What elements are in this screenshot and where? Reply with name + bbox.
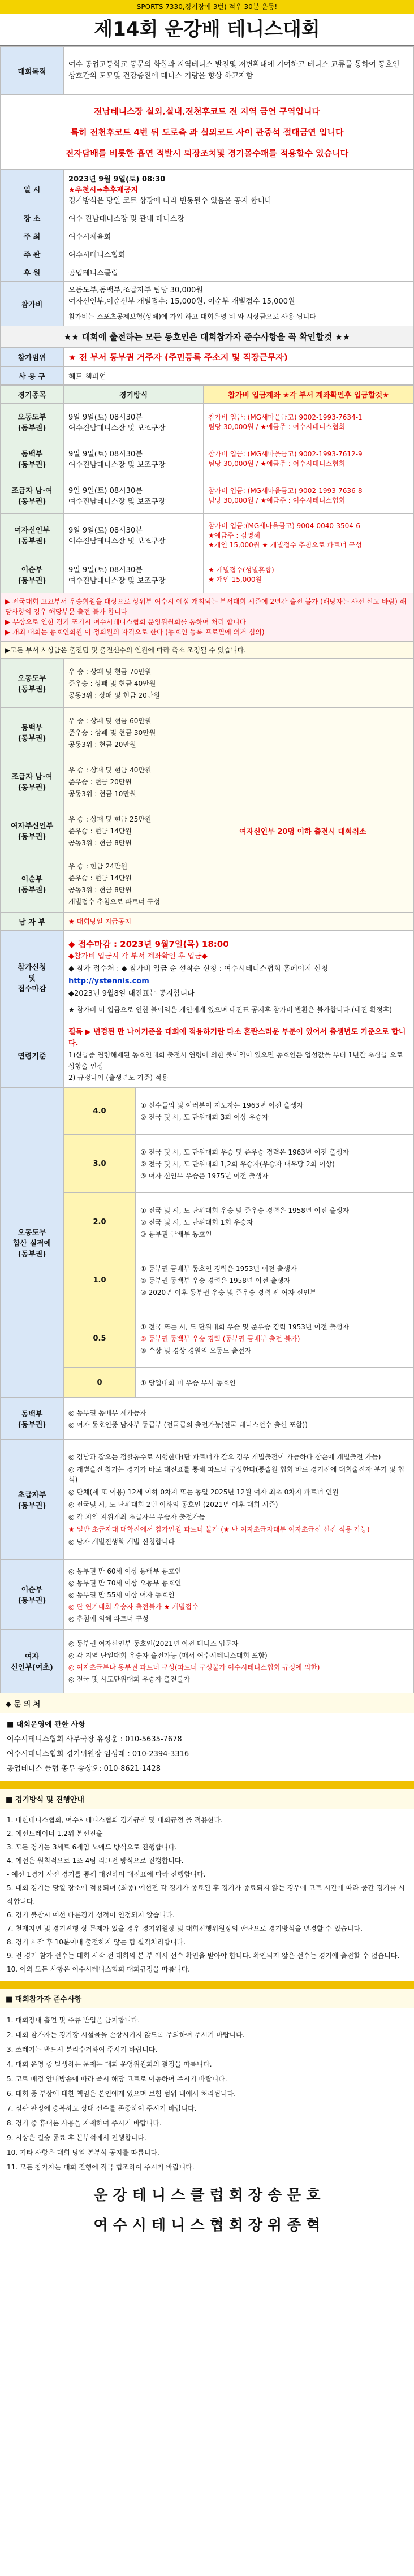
age-label: 연령기준	[1, 1023, 64, 1087]
grade-lines-3	[136, 1251, 414, 1309]
divider-strip	[0, 1781, 414, 1789]
prize-2-line-2: 공동3위 : 현금 10만원	[68, 789, 136, 798]
women-line-0: ◎ 동부권 여자신인부 동호인(2021년 이전 테니스 입문자	[68, 1640, 239, 1648]
novice-label: 초급자부 (동부권)	[1, 1440, 64, 1560]
prize-3-line-1: 준우승 : 현금 14만원	[68, 827, 132, 835]
grade-2-line-0: ① 전국 및 시, 도 단위대회 우승 및 준우승 경력은 1958년 이전 출생자	[140, 1206, 350, 1214]
date-note: 경기방식은 당일 코트 상황에 따라 변동될수 있음을 공지 합니다	[68, 197, 272, 205]
no-smoking-1: 전남테니스장 실외,실내,전천후코트 전 지역 금연 구역입니다	[94, 106, 320, 116]
comply-2: 3. 쓰레기는 반드시 분리수거하여 주시기 바랍니다.	[7, 2046, 158, 2054]
comply-5: 6. 대회 중 부상에 대한 책임은 본인에게 있으며 보험 범위 내에서 처리됩니다.	[7, 2090, 236, 2098]
entry-name-1: 동백부 (동부권)	[1, 440, 64, 477]
rule-9: 9. 전 경기 참가 선수는 대회 시작 전 대회의 본 부 에서 선수 확인을 받아야 합니다. 확인되지 않은 선수는 경기에 출전할 수 없습니다.	[7, 1952, 400, 1960]
grade-1-line-2: ③ 여자 신인부 우승은 1975년 이전 출생자	[140, 1172, 269, 1180]
purpose-label: 대회목적	[1, 47, 64, 95]
prize-4-line-3: 개별접수 추첨으로 파트너 구성	[68, 898, 161, 906]
age-line-0: 필독 ▶ 변경된 만 나이기준을 대회에 적용하기란 다소 혼란스러운 부분이 있어서 출생년도 기준으로 합니다.	[68, 1028, 406, 1048]
entry-method-1: 9일 9일(토) 08시30분 여수진남테니스장 및 보조구장	[64, 440, 204, 477]
prize-4-line-2: 공동3위 : 현금 8만원	[68, 886, 132, 894]
grade-level-4: 0.5	[64, 1309, 136, 1368]
grade-0-line-1: ② 전국 및 시, 도 단위대회 3회 이상 우승자	[140, 1113, 269, 1121]
apply-line-1: ◆ 참가 접수처 : ◆ 참가비 입금 순 선착순 신청 : 여수시테니스협회 홈페이지 신청	[68, 965, 329, 973]
yisoon-line-1: ◎ 동부권 만 70세 이상 오동부 동호인	[68, 1579, 182, 1587]
prize-3-line-0: 우 승 : 상패 및 현금 25만원	[68, 815, 152, 823]
host-label: 주 최	[1, 227, 64, 245]
rule-4: - 예선 1경기 사전 경기를 통해 대진하며 대진표에 따라 진행합니다.	[7, 1870, 206, 1878]
apply-deadline: ◆ 접수마감 : 2023년 9월7일(목) 18:00	[68, 939, 229, 949]
age-block	[64, 1023, 414, 1087]
entries-note-3: ▶ 개최 대회는 동호인회원 이 정회원의 자격으로 한다 (동호인 등록 프로필에 의거 심의)	[5, 628, 265, 636]
novice-block	[64, 1440, 414, 1560]
grade-level-3: 1.0	[64, 1251, 136, 1309]
prize-lines-5	[64, 913, 414, 931]
grade-4-line-0: ① 전국 또는 시, 도 단위대회 우승 및 준우승 경력 1953년 이전 출생자	[140, 1322, 350, 1331]
entry-method-3: 9일 9일(토) 08시30분 여수진남테니스장 및 보조구장	[64, 514, 204, 556]
prize-2-line-0: 우 승 : 상패 및 현금 40만원	[68, 766, 152, 774]
entry-name-0: 오동도부 (동부권)	[1, 404, 64, 440]
entry-name-3: 여자신인부 (동부권)	[1, 514, 64, 556]
info-table	[0, 46, 414, 385]
purpose-text: 여수 공업고등학교 동문의 화합과 지역테니스 발전및 저변확대에 기여하고 테니스 교류를 통하여 동호인 상호간의 도모및 건강증진에 테니스 기량을 향상 하고자함	[64, 47, 414, 95]
grade-4-line-2: ③ 수상 및 경상 경원의 오동도 출전자	[140, 1346, 251, 1355]
prize-1-line-0: 우 승 : 상패 및 현금 60만원	[68, 716, 152, 725]
grade-3-line-1: ② 동부권 동백부 우승 경력은 1958년 이전 출생자	[140, 1276, 291, 1285]
grade-level-0: 4.0	[64, 1088, 136, 1135]
prize-5-line-0: ★ 대회당일 지급공지	[68, 918, 132, 926]
grade-3-line-0: ① 동부권 금배부 동호인 경력은 1953년 이전 출생자	[140, 1264, 297, 1273]
entry-fee-1: 참가비 입금: (MG새마을금고) 9002-1993-7612-9 팀당 30,000원 / ★예금주 : 여수시테니스협회	[204, 440, 414, 477]
novice-line-2: ◎ 단체(세 또 이용) 12세 이하 0차지 또는 동일 2025년 12월 여자 최초 0차지 파트너 인원	[68, 1488, 339, 1496]
date-main: 2023년 9월 9일(토) 08:30	[68, 175, 166, 184]
grade-lines-5	[136, 1368, 414, 1398]
organizer-value: 여수시테니스협회	[64, 245, 414, 263]
apply-block	[64, 931, 414, 1023]
grade-label: 오동도부 합산 실격에 (동부권)	[1, 1088, 64, 1398]
ball-value: 헤드 챔피언	[64, 367, 414, 385]
fee-note: 참가비는 스포츠공제보험(상해)에 가입 하고 대회운영 비 와 시상금으로 사용 됩니다	[68, 313, 316, 321]
division-table	[0, 1398, 414, 1693]
women-line-1: ◎ 각 지역 단일대회 우승자 출전가능 (매서 여수시테니스대회 포함)	[68, 1652, 268, 1659]
grade-lines-1	[136, 1135, 414, 1193]
prize-name-2: 조급자 남·여 (동부권)	[1, 757, 64, 806]
comply-8: 9. 시상은 결승 종료 후 본부석에서 진행합니다.	[7, 2134, 146, 2142]
apply-table	[0, 931, 414, 1087]
sponsor-strip	[0, 0, 414, 14]
grade-lines-4	[136, 1309, 414, 1368]
prize-intro: ▶모든 부서 시상금은 출전팀 및 출전선수의 인원에 따라 축소 조정될 수 있습니다.	[1, 642, 414, 659]
prize-lines-2	[64, 757, 414, 806]
grade-1-line-0: ① 전국 및 시, 도 단위대회 우승 및 준우승 경력은 1963년 이전 출생자	[140, 1148, 350, 1156]
camellia-line-0: ◎ 동부권 동배부 제가능자	[68, 1409, 146, 1417]
comply-9: 10. 기타 사항은 대회 당일 본부석 공지를 따릅니다.	[7, 2149, 159, 2156]
prize-lines-1	[64, 708, 414, 757]
rule-8: 8. 경기 시작 후 10분이내 출전하지 않는 팀 실격처리합니다.	[7, 1938, 186, 1946]
entry-table	[0, 385, 414, 641]
contact-line-2: 공업테니스 클럽 총무 송상오: 010-8621-1428	[7, 1765, 161, 1773]
grade-level-1: 3.0	[64, 1135, 136, 1193]
age-line-2: 2) 규정나이 (출생년도 기준) 적용	[68, 1074, 169, 1082]
comply-10: 11. 모든 참가자는 대회 진행에 적극 협조하여 주시기 바랍니다.	[7, 2163, 195, 2171]
prize-name-4: 이순부 (동부권)	[1, 855, 64, 913]
yisoon-line-0: ◎ 동부권 만 60세 이상 동배부 동호인	[68, 1567, 182, 1575]
entry-method-4: 9일 9일(토) 08시30분 여수진남테니스장 및 보조구장	[64, 556, 204, 593]
host-value: 여수시체육회	[64, 227, 414, 245]
entries-note	[1, 593, 414, 641]
rule-10: 10. 이외 모든 사항은 여수시테니스협회 대회규정을 따릅니다.	[7, 1965, 190, 1973]
prize-0-line-2: 공동3위 : 상패 및 현금 20만원	[68, 691, 160, 699]
rules-block	[0, 1809, 414, 1981]
rules-banner: ★★ 대회에 출전하는 모든 동호인은 대회참가자 준수사항을 꼭 확인할것 ★★	[1, 326, 414, 348]
entry-fee-4: ★ 개별접수(성별혼합) ★ 개인 15,000원	[204, 556, 414, 593]
prize-table	[0, 641, 414, 931]
prize-name-5: 남 자 부	[1, 913, 64, 931]
rule-1: 2. 예선트레이너 1,2위 본선진출	[7, 1830, 103, 1838]
entry-fee-2: 참가비 입금: (MG새마을금고) 9002-1993-7636-8 팀당 30,000원 / ★예금주 : 여수시테니스협회	[204, 477, 414, 514]
footer-line-1: 운 강 테 니 스 클 럽 회 장 송 문 호	[93, 2187, 321, 2204]
organizer-label: 주 관	[1, 245, 64, 263]
comply-4: 5. 코트 배정 안내방송에 따라 즉시 해당 코트로 이동하여 주시기 바랍니다.	[7, 2075, 227, 2083]
novice-line-6: ◎ 남자 개별진행할 개별 신청합니다	[68, 1538, 175, 1546]
entry-header-fee: 참가비 입금계좌 ★각 부서 계좌확인후 입금할것★	[204, 386, 414, 404]
grade-level-2: 2.0	[64, 1193, 136, 1251]
rule-0: 1. 대한테니스협회, 여수시테니스협회 경기규칙 및 대회규정 을 적용한다.	[7, 1816, 223, 1824]
novice-line-4: ◎ 각 지역 지위개최 초급자부 우승자 출전가능	[68, 1513, 206, 1521]
women-line-2: ◎ 여자초급부나 동부권 파트너 구성(파트너 구성불가 여수시테니스협회 규정에 의한)	[68, 1663, 320, 1671]
grade-lines-2	[136, 1193, 414, 1251]
prize-name-0: 오동도부 (동부권)	[1, 659, 64, 708]
prize-2-line-1: 준우승 : 현금 20만원	[68, 777, 132, 786]
fee-label: 참가비	[1, 282, 64, 326]
page-title: 제14회 운강배 테니스대회	[0, 14, 414, 46]
entries-note-2: ▶ 부상으로 인한 경기 포기시 여수시테니스협회 운영위원회를 통하여 처리 합니다	[5, 618, 247, 626]
prize-lines-3	[64, 806, 414, 855]
contact-title: ■ 대회운영에 관한 사항	[7, 1721, 85, 1729]
grade-3-line-2: ③ 2020년 이후 동부권 우승 및 준우승 경력 전 여자 신인부	[140, 1288, 317, 1296]
comply-0: 1. 대회장내 흡연 및 주류 반입을 금지합니다.	[7, 2016, 140, 2024]
comply-6: 7. 심판 판정에 승복하고 상대 선수를 존중하여 주시기 바랍니다.	[7, 2104, 197, 2112]
prize-4-line-0: 우 승 : 현금 24만원	[68, 862, 128, 870]
fee-block	[64, 282, 414, 326]
date-block	[64, 170, 414, 209]
prize-lines-4	[64, 855, 414, 913]
women-label: 여자 신인부(여초)	[1, 1630, 64, 1693]
camellia-line-1: ◎ 여자 동호인중 남자부 동급부 (전국급의 출전가능(전국 테니스선수 출신 포함))	[68, 1421, 308, 1429]
novice-line-3: ◎ 전국및 시, 도 단위대회 2번 이하의 동호인 (2021년 이후 대회 시즌)	[68, 1501, 278, 1509]
grade-level-5: 0	[64, 1368, 136, 1398]
comply-7: 8. 경기 중 휴대폰 사용을 자제하여 주시기 바랍니다.	[7, 2119, 162, 2127]
yisoon-block	[64, 1560, 414, 1630]
grade-2-line-1: ② 전국 및 시, 도 단위대회 1회 우승자	[140, 1218, 253, 1226]
homepage-link[interactable]: http://ystennis.com	[68, 977, 149, 986]
prize-1-line-1: 준우승 : 상패 및 현금 30만원	[68, 728, 156, 737]
prize-0-line-0: 우 승 : 상패 및 현금 70만원	[68, 667, 152, 676]
date-rain: ★우천시→추후재공지	[68, 186, 139, 195]
prize-4-line-1: 준우승 : 현금 14만원	[68, 874, 132, 882]
rule-3: 4. 예선은 원칙적으로 1조 4팀 리그전 방식으로 진행합니다.	[7, 1857, 184, 1865]
grade-1-line-1: ② 전국 및 시, 도 단위대회 1,2회 우승자(우승자 대우당 2회 이상)	[140, 1160, 335, 1168]
divider-strip-2	[0, 1981, 414, 1989]
no-smoking-3: 전자담배를 비롯한 흡연 적발시 퇴장조치및 경기몰수패를 적용할수 있습니다	[65, 148, 349, 158]
yisoon-line-4: ◎ 추첨에 의해 파트너 구성	[68, 1614, 149, 1623]
women-block	[64, 1630, 414, 1693]
rule-7: 7. 천재지변 및 경기진행 상 문제가 있을 경우 경기위원장 및 대회진행위원장의 판단으로 경기방식을 변경할 수 있습니다.	[7, 1925, 363, 1933]
age-line-1: 1)신급중 연령해제된 동호인대회 출전시 연령에 의한 불이익이 있으면 동호인은 업성값을 부터 1년간 초심급 으로 상향출 인정	[68, 1051, 403, 1070]
grade-lines-0	[136, 1088, 414, 1135]
camellia-block	[64, 1398, 414, 1440]
ball-label: 사 용 구	[1, 367, 64, 385]
place-label: 장 소	[1, 209, 64, 227]
rule-5: 5. 대회 경기는 당일 장소에 적용되며 (최종) 예선전 각 경기가 종료된 후 경기가 종료되지 않는 경우에 코트 시간에 따라 중간 경기를 시작합니다.	[7, 1884, 405, 1905]
comply-1: 2. 대회 참가자는 경기장 시설물을 손상시키지 않도록 주의하여 주시기 바랍니다.	[7, 2031, 245, 2039]
notice-block	[1, 95, 414, 170]
comply-3: 4. 대회 운영 중 발생하는 문제는 대회 운영위원회의 결정을 따릅니다.	[7, 2060, 212, 2068]
entries-note-1: ▶ 전국대회 고교부서 우승회원을 대상으로 상위부 여수시 예심 개최되는 부서대회 시즌에 2년간 출전 불가 (해당자는 사전 신고 바람) 해당사항의 경우 해당부문 출전 불가 합니다	[5, 598, 407, 616]
place-value: 여수 진남테니스장 및 관내 테니스장	[64, 209, 414, 227]
prize-name-3: 여자부신인부 (동부권)	[1, 806, 64, 855]
fee-line-2: 여자신인부,이순신부 개별접수: 15,000원, 이순부 개별접수 15,000원	[68, 297, 295, 306]
contact-head: ◆ 문 의 처	[0, 1693, 414, 1713]
entry-header-label: 경기종목	[1, 386, 64, 404]
apply-label: 참가신청 및 접수마감	[1, 931, 64, 1023]
sponsor-label: 후 원	[1, 263, 64, 282]
yisoon-line-3: ◎ 단 연기대회 우승자 출전불가 ★ 개별접수	[68, 1602, 199, 1611]
entry-method-0: 9일 9일(토) 08시30분 여수진남테니스장 및 보조구장	[64, 404, 204, 440]
no-smoking-2: 특히 전천후코트 4번 뒤 도로측 과 실외코트 사이 관중석 절대금연 입니다	[70, 127, 344, 137]
grade-4-line-1: ② 동부권 동백부 우승 경력 (동부권 금배부 출전 불가)	[140, 1334, 300, 1343]
fee-line-1: 오동도부,동백부,조급자부 팀당 30,000원	[68, 286, 203, 295]
grade-table	[0, 1087, 414, 1398]
yisoon-line-2: ◎ 동부권 만 55세 이상 여자 동호인	[68, 1590, 175, 1599]
contact-line-1: 여수시테니스협회 경기위원장 임성래 : 010-2394-3316	[7, 1750, 189, 1758]
entry-fee-0: 참가비 입금: (MG새마을금고) 9002-1993-7634-1 팀당 30,000원 / ★예금주 : 여수시테니스협회	[204, 404, 414, 440]
entry-name-2: 조급자 남·여 (동부권)	[1, 477, 64, 514]
women-line-3: ◎ 전국 및 시도단위대회 우승자 출전불가	[68, 1675, 191, 1683]
novice-line-1: ◎ 개별출전 참가는 경기가 바로 대진표를 통해 파트너 구성한다(통솔원 협회 바로 경기진에 대회출전자 분기 및 협식)	[68, 1466, 405, 1484]
grade-2-line-2: ③ 동부권 금배부 동호인	[140, 1230, 212, 1238]
footer-line-2: 여 수 시 테 니 스 협 회 장 위 종 혁	[93, 2217, 321, 2234]
entry-method-2: 9일 9일(토) 08시30분 여수진남테니스장 및 보조구장	[64, 477, 204, 514]
apply-note: ★ 참가비 미 입금으로 인한 불이익은 개인에게 있으며 대진표 공지후 참가비 반환은 불가합니다 (대진 확정후)	[68, 1006, 392, 1014]
prize-0-line-1: 준우승 : 상패 및 현금 40만원	[68, 679, 156, 688]
sponsor-text: SPORTS 7330,경기장에 3번) 적우 30분 운동!	[136, 3, 278, 11]
apply-line-0: ◆참가비 입금시 각 부서 계좌확인 후 입금◆	[68, 952, 208, 961]
grade-5-line-0: ① 당일대회 미 우승 부서 동호인	[140, 1378, 236, 1387]
apply-line-3: ◆2023년 9월8일 대진표는 공지합니다	[68, 989, 195, 998]
qualify-value: ★ 전 부서 동부권 거주자 (주민등록 주소지 및 직장근무자)	[64, 348, 414, 367]
contact-block	[0, 1713, 414, 1781]
date-label: 일 시	[1, 170, 64, 209]
novice-line-5: ★ 일반 초급자대 대학진에서 참가인원 파트너 불가 (★ 단 여자초급자대부 여자초급신 선진 적용 가능)	[68, 1525, 370, 1533]
camellia-label: 동백부 (동부권)	[1, 1398, 64, 1440]
contact-line-0: 여수시테니스협회 사무국장 유성운 : 010-5635-7678	[7, 1735, 182, 1744]
rules-head: ■ 경기방식 및 진행안내	[0, 1789, 414, 1809]
entry-name-4: 이순부 (동부권)	[1, 556, 64, 593]
rule-2: 3. 모든 경기는 3세트 6게임 노애드 방식으로 진행합니다.	[7, 1843, 177, 1851]
sponsor-value: 공업테니스클럽	[64, 263, 414, 282]
entry-header-method: 경기방식	[64, 386, 204, 404]
grade-0-line-0: ① 신수들의 및 여러분이 지도자는 1963년 이전 출생자	[140, 1101, 304, 1109]
comply-head: ■ 대회참가자 준수사항	[0, 1989, 414, 2008]
yisoon-label: 이순부 (동부권)	[1, 1560, 64, 1630]
prize-name-1: 동백부 (동부권)	[1, 708, 64, 757]
entry-fee-3: 참가비 입금:(MG새마을금고) 9004-0040-3504-6 ★예금주 : 김영혜 ★개인 15,000원 ★ 개별접수 추첨으로 파트너 구성	[204, 514, 414, 556]
qualify-label: 참가범위	[1, 348, 64, 367]
prize-1-line-2: 공동3위 : 현금 20만원	[68, 740, 136, 749]
prize-lines-0	[64, 659, 414, 708]
prize-3-line-2: 공동3위 : 현금 8만원	[68, 839, 132, 847]
rule-6: 6. 경기 불참시 예선 다른경기 성적이 인정되지 않습니다.	[7, 1911, 175, 1919]
novice-line-0: ◎ 경남과 잡으는 정할통수로 시행한다(단 파트너가 같으 경우 개별출전이 가능하다 참순에 개별출전 가능)	[68, 1453, 381, 1461]
women-cancel-note: 여자신인부 20명 이하 출전시 대회취소	[239, 827, 366, 836]
comply-block	[0, 2008, 414, 2179]
